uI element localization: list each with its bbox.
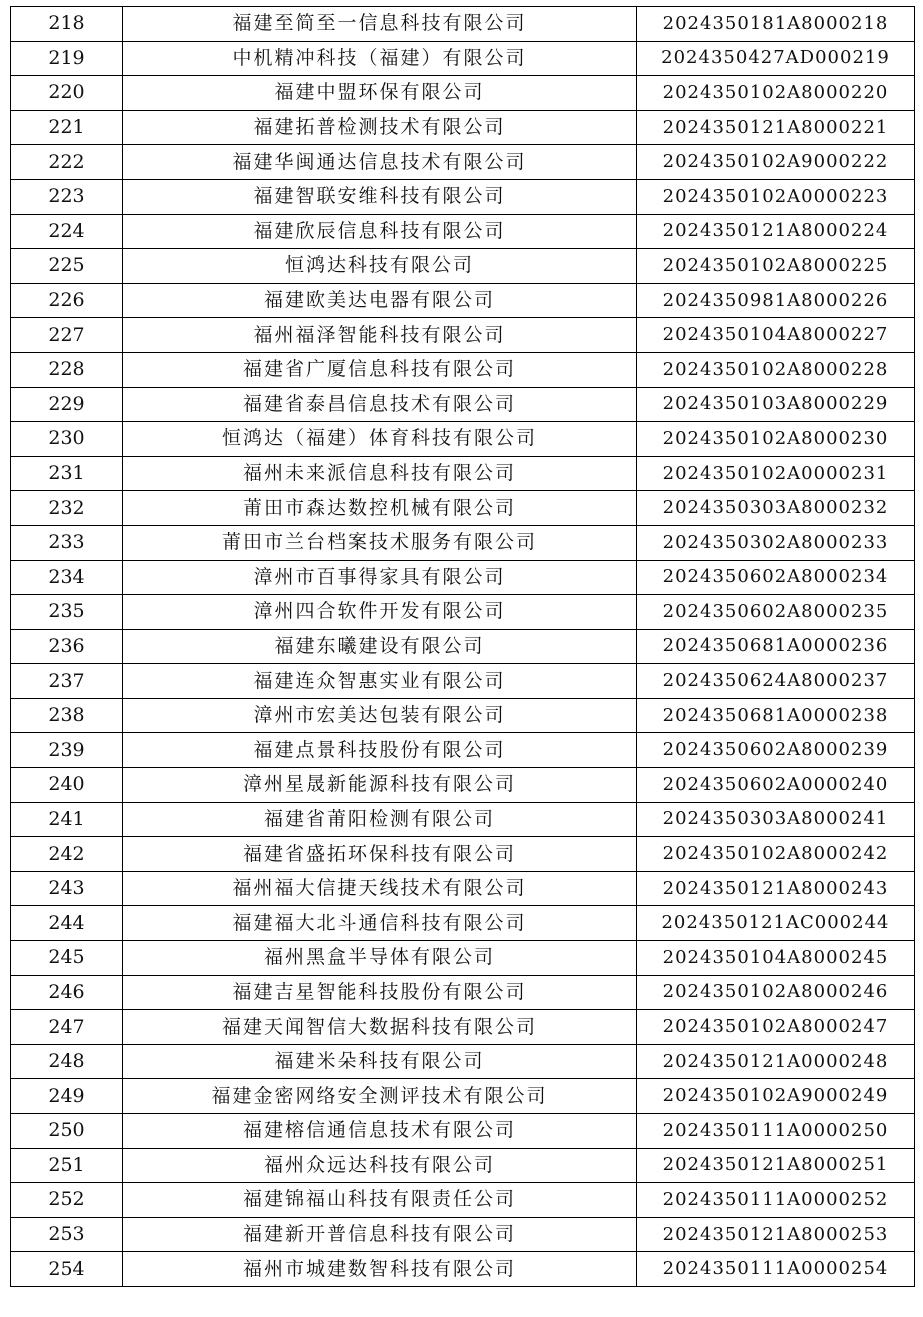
table-row [11, 456, 915, 491]
registration-code-cell: 2024350121A8000243 [637, 871, 915, 906]
table-row [11, 941, 915, 976]
registration-code-cell: 2024350602A0000240 [637, 768, 915, 803]
row-number-cell: 235 [11, 595, 123, 630]
row-number-cell: 254 [11, 1252, 123, 1287]
table-row [11, 664, 915, 699]
table-row [11, 41, 915, 76]
table-row [11, 1183, 915, 1218]
row-number-cell: 226 [11, 283, 123, 318]
table-row [11, 975, 915, 1010]
table-row [11, 7, 915, 42]
table-row [11, 906, 915, 941]
company-name-cell: 福建点景科技股份有限公司 [123, 733, 637, 768]
company-name-cell: 福建欧美达电器有限公司 [123, 283, 637, 318]
registration-code-cell: 2024350104A8000227 [637, 318, 915, 353]
registration-code-cell: 2024350102A8000220 [637, 76, 915, 111]
registration-code-cell: 2024350121A8000221 [637, 110, 915, 145]
row-number-cell: 225 [11, 249, 123, 284]
table-row [11, 837, 915, 872]
row-number-cell: 244 [11, 906, 123, 941]
registration-code-cell: 2024350303A8000241 [637, 802, 915, 837]
company-name-cell: 福建金密网络安全测评技术有限公司 [123, 1079, 637, 1114]
row-number-cell: 250 [11, 1114, 123, 1149]
company-name-cell: 恒鸿达（福建）体育科技有限公司 [123, 422, 637, 457]
company-name-cell: 福建锦福山科技有限责任公司 [123, 1183, 637, 1218]
table-row [11, 629, 915, 664]
registration-code-cell: 2024350602A8000239 [637, 733, 915, 768]
registration-code-cell: 2024350602A8000234 [637, 560, 915, 595]
row-number-cell: 227 [11, 318, 123, 353]
table-row [11, 1114, 915, 1149]
company-name-cell: 莆田市兰台档案技术服务有限公司 [123, 525, 637, 560]
table-row [11, 768, 915, 803]
registration-code-cell: 2024350102A8000246 [637, 975, 915, 1010]
table-row [11, 179, 915, 214]
row-number-cell: 247 [11, 1010, 123, 1045]
table-row [11, 387, 915, 422]
company-name-cell: 福建天闻智信大数据科技有限公司 [123, 1010, 637, 1045]
registration-code-cell: 2024350102A8000225 [637, 249, 915, 284]
row-number-cell: 242 [11, 837, 123, 872]
registration-code-cell: 2024350981A8000226 [637, 283, 915, 318]
company-name-cell: 福建中盟环保有限公司 [123, 76, 637, 111]
company-name-cell: 福建榕信通信息技术有限公司 [123, 1114, 637, 1149]
table-row [11, 249, 915, 284]
company-name-cell: 漳州四合软件开发有限公司 [123, 595, 637, 630]
company-name-cell: 福州未来派信息科技有限公司 [123, 456, 637, 491]
table-row [11, 595, 915, 630]
table-row [11, 698, 915, 733]
company-name-cell: 福建智联安维科技有限公司 [123, 179, 637, 214]
row-number-cell: 240 [11, 768, 123, 803]
registration-code-cell: 2024350103A8000229 [637, 387, 915, 422]
company-name-cell: 福建省盛拓环保科技有限公司 [123, 837, 637, 872]
company-name-cell: 福建连众智惠实业有限公司 [123, 664, 637, 699]
row-number-cell: 246 [11, 975, 123, 1010]
registration-code-cell: 2024350102A9000222 [637, 145, 915, 180]
company-name-cell: 中机精冲科技（福建）有限公司 [123, 41, 637, 76]
table-row [11, 318, 915, 353]
company-name-cell: 福州市城建数智科技有限公司 [123, 1252, 637, 1287]
company-name-cell: 福建福大北斗通信科技有限公司 [123, 906, 637, 941]
company-name-cell: 福建东曦建设有限公司 [123, 629, 637, 664]
table-row [11, 214, 915, 249]
registration-code-cell: 2024350121A8000251 [637, 1148, 915, 1183]
table-row [11, 1079, 915, 1114]
registration-code-cell: 2024350102A0000223 [637, 179, 915, 214]
row-number-cell: 237 [11, 664, 123, 699]
registration-code-cell: 2024350181A8000218 [637, 7, 915, 42]
table-row [11, 871, 915, 906]
table-row [11, 491, 915, 526]
registration-code-cell: 2024350681A0000238 [637, 698, 915, 733]
row-number-cell: 220 [11, 76, 123, 111]
registration-code-cell: 2024350121A8000224 [637, 214, 915, 249]
company-name-cell: 福建省广厦信息科技有限公司 [123, 352, 637, 387]
row-number-cell: 234 [11, 560, 123, 595]
company-name-cell: 福州众远达科技有限公司 [123, 1148, 637, 1183]
table-row [11, 110, 915, 145]
row-number-cell: 228 [11, 352, 123, 387]
row-number-cell: 223 [11, 179, 123, 214]
row-number-cell: 233 [11, 525, 123, 560]
table-row [11, 1044, 915, 1079]
registration-code-cell: 2024350102A9000249 [637, 1079, 915, 1114]
table-row [11, 560, 915, 595]
registry-table-body [11, 7, 915, 1287]
row-number-cell: 236 [11, 629, 123, 664]
row-number-cell: 230 [11, 422, 123, 457]
company-name-cell: 漳州市宏美达包装有限公司 [123, 698, 637, 733]
registration-code-cell: 2024350121AC000244 [637, 906, 915, 941]
registration-code-cell: 2024350102A8000247 [637, 1010, 915, 1045]
company-name-cell: 福州黑盒半导体有限公司 [123, 941, 637, 976]
registration-code-cell: 2024350111A0000252 [637, 1183, 915, 1218]
registration-code-cell: 2024350427AD000219 [637, 41, 915, 76]
table-row [11, 1010, 915, 1045]
company-name-cell: 福建米朵科技有限公司 [123, 1044, 637, 1079]
registration-code-cell: 2024350602A8000235 [637, 595, 915, 630]
row-number-cell: 222 [11, 145, 123, 180]
row-number-cell: 218 [11, 7, 123, 42]
row-number-cell: 252 [11, 1183, 123, 1218]
row-number-cell: 229 [11, 387, 123, 422]
company-name-cell: 恒鸿达科技有限公司 [123, 249, 637, 284]
registration-code-cell: 2024350121A8000253 [637, 1217, 915, 1252]
registration-code-cell: 2024350121A0000248 [637, 1044, 915, 1079]
company-name-cell: 福建吉星智能科技股份有限公司 [123, 975, 637, 1010]
row-number-cell: 231 [11, 456, 123, 491]
table-row [11, 352, 915, 387]
row-number-cell: 224 [11, 214, 123, 249]
table-row [11, 1252, 915, 1287]
registration-code-cell: 2024350102A0000231 [637, 456, 915, 491]
table-row [11, 525, 915, 560]
table-row [11, 422, 915, 457]
registration-code-cell: 2024350102A8000228 [637, 352, 915, 387]
company-name-cell: 福建拓普检测技术有限公司 [123, 110, 637, 145]
company-name-cell: 漳州市百事得家具有限公司 [123, 560, 637, 595]
row-number-cell: 239 [11, 733, 123, 768]
registration-code-cell: 2024350624A8000237 [637, 664, 915, 699]
row-number-cell: 245 [11, 941, 123, 976]
row-number-cell: 248 [11, 1044, 123, 1079]
registration-code-cell: 2024350681A0000236 [637, 629, 915, 664]
company-name-cell: 福建华闽通达信息技术有限公司 [123, 145, 637, 180]
registration-code-cell: 2024350104A8000245 [637, 941, 915, 976]
company-name-cell: 福建欣辰信息科技有限公司 [123, 214, 637, 249]
registration-code-cell: 2024350302A8000233 [637, 525, 915, 560]
table-row [11, 802, 915, 837]
table-row [11, 283, 915, 318]
company-name-cell: 福州福泽智能科技有限公司 [123, 318, 637, 353]
table-row [11, 76, 915, 111]
registration-code-cell: 2024350111A0000254 [637, 1252, 915, 1287]
table-row [11, 733, 915, 768]
company-registry-table [10, 6, 915, 1287]
row-number-cell: 232 [11, 491, 123, 526]
company-name-cell: 福建至简至一信息科技有限公司 [123, 7, 637, 42]
table-row [11, 1148, 915, 1183]
table-row [11, 145, 915, 180]
row-number-cell: 241 [11, 802, 123, 837]
company-name-cell: 漳州星晟新能源科技有限公司 [123, 768, 637, 803]
row-number-cell: 251 [11, 1148, 123, 1183]
row-number-cell: 238 [11, 698, 123, 733]
row-number-cell: 249 [11, 1079, 123, 1114]
company-name-cell: 福州福大信捷天线技术有限公司 [123, 871, 637, 906]
company-name-cell: 福建省莆阳检测有限公司 [123, 802, 637, 837]
company-name-cell: 莆田市森达数控机械有限公司 [123, 491, 637, 526]
registration-code-cell: 2024350111A0000250 [637, 1114, 915, 1149]
company-name-cell: 福建新开普信息科技有限公司 [123, 1217, 637, 1252]
registration-code-cell: 2024350303A8000232 [637, 491, 915, 526]
row-number-cell: 221 [11, 110, 123, 145]
registration-code-cell: 2024350102A8000230 [637, 422, 915, 457]
row-number-cell: 243 [11, 871, 123, 906]
row-number-cell: 219 [11, 41, 123, 76]
row-number-cell: 253 [11, 1217, 123, 1252]
company-name-cell: 福建省泰昌信息技术有限公司 [123, 387, 637, 422]
registration-code-cell: 2024350102A8000242 [637, 837, 915, 872]
table-row [11, 1217, 915, 1252]
